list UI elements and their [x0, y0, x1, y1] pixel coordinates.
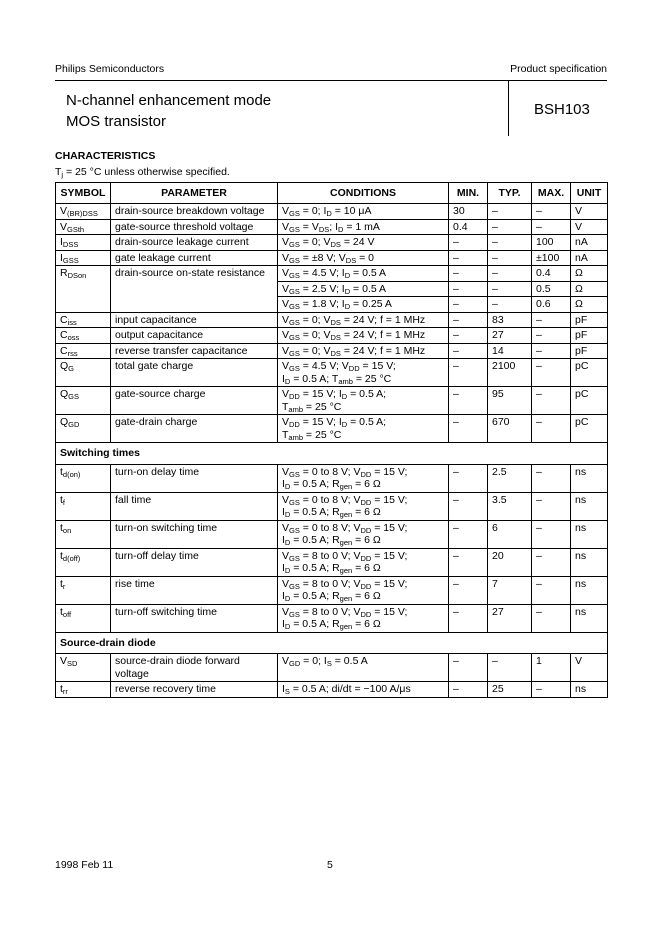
cell-unit: V	[571, 654, 608, 682]
cell-parameter: drain-source on-state resistance	[111, 266, 278, 282]
symbol-letter: t	[60, 549, 63, 562]
symbol-subscript: SD	[67, 659, 78, 668]
symbol-subscript: DSon	[67, 271, 87, 280]
title-line-2: MOS transistor	[66, 113, 167, 130]
cell-parameter	[111, 297, 278, 313]
cell-typ: 670	[488, 415, 532, 443]
cell-unit: V	[571, 219, 608, 235]
cell-parameter: turn-off delay time	[111, 548, 278, 576]
cell-conditions: $I_S = 0.5$ A; di/dt = −100 A/μs	[278, 682, 449, 698]
table-row	[56, 464, 608, 492]
cell-parameter	[111, 281, 278, 297]
table-row	[56, 343, 608, 359]
cell-conditions: $V_{GS} = 1.8$ V; $I_D = 0.25$ A	[278, 297, 449, 313]
table-row	[56, 266, 608, 282]
cell-min: –	[449, 343, 488, 359]
cell-parameter: source-drain diode forward voltage	[111, 654, 278, 682]
characteristics-table	[55, 182, 608, 698]
section-note	[55, 166, 230, 178]
cell-typ: 27	[488, 604, 532, 632]
cell-min: –	[449, 328, 488, 344]
page-number: 5	[327, 859, 333, 871]
symbol-subscript: on	[62, 525, 72, 535]
symbol-subscript: rss	[67, 348, 78, 358]
cell-symbol	[56, 576, 111, 604]
cell-min: –	[449, 387, 488, 415]
symbol-letter: t	[60, 683, 63, 695]
cell-unit: ns	[571, 520, 608, 548]
cell-max: –	[532, 219, 571, 235]
cell-symbol	[56, 415, 111, 443]
cell-min: –	[449, 548, 488, 576]
cell-max: ±100	[532, 250, 571, 266]
cell-max: 0.4	[532, 266, 571, 282]
cell-max: 1	[532, 654, 571, 682]
symbol-subscript: r	[62, 581, 66, 591]
cell-symbol	[56, 204, 111, 220]
cell-typ: –	[488, 250, 532, 266]
cell-parameter: reverse recovery time	[111, 682, 278, 698]
cell-unit: pF	[571, 328, 608, 344]
cell-parameter: fall time	[111, 492, 278, 520]
table-row	[56, 297, 608, 313]
col-header-conditions: CONDITIONS	[278, 183, 449, 204]
table-row	[56, 328, 608, 344]
cell-unit: ns	[571, 576, 608, 604]
symbol-letter: I	[60, 236, 63, 248]
symbol-letter: C	[60, 344, 68, 357]
table-header-row	[56, 183, 608, 204]
cell-max: –	[532, 464, 571, 492]
table-row	[56, 576, 608, 604]
symbol-subscript: (BR)DSS	[67, 209, 98, 218]
section-row	[56, 443, 608, 465]
header-divider	[508, 80, 509, 136]
cell-symbol	[56, 492, 111, 520]
cell-typ: 2.5	[488, 464, 532, 492]
cell-parameter: gate-drain charge	[111, 415, 278, 443]
cell-parameter: drain-source breakdown voltage	[111, 204, 278, 220]
cell-max: –	[532, 415, 571, 443]
cell-typ: 27	[488, 328, 532, 344]
cell-conditions: $V_{GS} = 0$ to 8 V; $V_{DD} = 15$ V; $I_D = 0.5$ A; $R_{gen} = 6$ Ω	[278, 464, 449, 492]
cell-conditions: $V_{GS} = V_{DS}$; $I_D = 1$ mA	[278, 219, 449, 235]
cell-typ: –	[488, 204, 532, 220]
cell-typ: 95	[488, 387, 532, 415]
cell-unit: V	[571, 204, 608, 220]
symbol-subscript: d(off)	[62, 553, 81, 563]
cell-max: –	[532, 604, 571, 632]
cell-symbol	[56, 359, 111, 387]
cell-conditions: $V_{GS} = 0$; $I_D = 10$ μA	[278, 204, 449, 220]
cell-max: –	[532, 548, 571, 576]
cell-min: –	[449, 415, 488, 443]
cell-unit: ns	[571, 548, 608, 576]
header-rule	[55, 80, 607, 81]
cell-typ: 2100	[488, 359, 532, 387]
symbol-subscript: GSS	[62, 255, 79, 265]
cell-min: –	[449, 492, 488, 520]
cell-conditions: $V_{GS} = 2.5$ V; $I_D = 0.5$ A	[278, 281, 449, 297]
cell-typ: 7	[488, 576, 532, 604]
symbol-subscript: off	[62, 609, 72, 619]
document-type: Product specification	[510, 63, 607, 75]
table-row	[56, 654, 608, 682]
cell-max: –	[532, 328, 571, 344]
cell-unit: ns	[571, 604, 608, 632]
cell-conditions: $V_{GS} = 0$ to 8 V; $V_{DD} = 15$ V; $I_D = 0.5$ A; $R_{gen} = 6$ Ω	[278, 520, 449, 548]
cell-min: –	[449, 520, 488, 548]
cell-symbol	[56, 343, 111, 359]
cell-conditions: $V_{GD} = 0$; $I_S = 0.5$ A	[278, 654, 449, 682]
symbol-subscript: d(on)	[62, 469, 81, 479]
symbol-letter: t	[60, 605, 63, 618]
symbol-subscript: oss	[67, 333, 80, 342]
table-row	[56, 219, 608, 235]
cell-parameter: drain-source leakage current	[111, 235, 278, 251]
cell-parameter: output capacitance	[111, 328, 278, 344]
cell-typ: –	[488, 235, 532, 251]
symbol-letter: V	[60, 205, 68, 217]
symbol-letter: t	[60, 465, 63, 478]
cell-conditions: $V_{GS} = 0$; $V_{DS} = 24$ V; f = 1 MHz	[278, 328, 449, 344]
cell-typ: –	[488, 281, 532, 297]
col-header-max: MAX.	[532, 183, 571, 204]
cell-conditions: $V_{GS} = 0$; $V_{DS} = 24$ V; f = 1 MHz	[278, 312, 449, 328]
cell-symbol	[56, 682, 111, 698]
cell-symbol	[56, 235, 111, 251]
cell-unit: nA	[571, 250, 608, 266]
symbol-subscript: rr	[62, 687, 68, 696]
cell-max: 100	[532, 235, 571, 251]
cell-unit: Ω	[571, 281, 608, 297]
note-symbol: T	[55, 166, 62, 178]
cell-max: 0.5	[532, 281, 571, 297]
symbol-subscript: iss	[67, 317, 77, 327]
cell-min: –	[449, 654, 488, 682]
symbol-letter: V	[60, 220, 68, 233]
cell-parameter: rise time	[111, 576, 278, 604]
cell-max: –	[532, 520, 571, 548]
symbol-letter: Q	[60, 388, 69, 400]
cell-symbol	[56, 312, 111, 328]
cell-symbol	[56, 297, 111, 313]
cell-typ: 20	[488, 548, 532, 576]
cell-typ: 6	[488, 520, 532, 548]
section-row	[56, 632, 608, 654]
cell-min: –	[449, 297, 488, 313]
cell-symbol	[56, 266, 111, 282]
cell-conditions: $V_{GS} = 8$ to 0 V; $V_{DD} = 15$ V; $I_D = 0.5$ A; $R_{gen} = 6$ Ω	[278, 548, 449, 576]
cell-typ: 83	[488, 312, 532, 328]
cell-conditions: $V_{DD} = 15$ V; $I_D = 0.5$ A; $T_{amb} = 25$ °C	[278, 387, 449, 415]
symbol-subscript: DSS	[62, 240, 79, 249]
cell-unit: pC	[571, 359, 608, 387]
cell-max: –	[532, 312, 571, 328]
symbol-subscript: G	[68, 364, 75, 373]
cell-min: –	[449, 250, 488, 266]
cell-min: –	[449, 266, 488, 282]
symbol-letter: I	[60, 251, 63, 264]
col-header-typ: TYP.	[488, 183, 532, 204]
cell-typ: 14	[488, 343, 532, 359]
cell-max: –	[532, 387, 571, 415]
table-row	[56, 520, 608, 548]
symbol-letter: Q	[60, 416, 69, 428]
cell-unit: pC	[571, 387, 608, 415]
footer-date: 1998 Feb 11	[55, 859, 114, 871]
cell-symbol	[56, 387, 111, 415]
cell-unit: Ω	[571, 297, 608, 313]
cell-parameter: input capacitance	[111, 312, 278, 328]
company-name: Philips Semiconductors	[55, 63, 165, 75]
cell-parameter: total gate charge	[111, 359, 278, 387]
table-row	[56, 604, 608, 632]
cell-symbol	[56, 520, 111, 548]
cell-conditions: $V_{GS} = 0$; $V_{DS} = 24$ V	[278, 235, 449, 251]
cell-typ: –	[488, 654, 532, 682]
cell-min: –	[449, 682, 488, 698]
cell-max: –	[532, 343, 571, 359]
cell-conditions: $V_{GS} = \pm 8$ V; $V_{DS} = 0$	[278, 250, 449, 266]
document-title	[66, 90, 271, 132]
cell-conditions: $V_{GS} = 4.5$ V; $I_D = 0.5$ A	[278, 266, 449, 282]
cell-parameter: gate-source charge	[111, 387, 278, 415]
cell-typ: 3.5	[488, 492, 532, 520]
note-subscript: j	[61, 170, 64, 179]
table-row	[56, 312, 608, 328]
cell-typ: 25	[488, 682, 532, 698]
table-row	[56, 492, 608, 520]
cell-parameter: reverse transfer capacitance	[111, 343, 278, 359]
cell-unit: Ω	[571, 266, 608, 282]
cell-typ: –	[488, 219, 532, 235]
cell-min: 30	[449, 204, 488, 220]
table-row	[56, 415, 608, 443]
table-row	[56, 548, 608, 576]
symbol-letter: t	[60, 521, 63, 534]
cell-min: –	[449, 281, 488, 297]
cell-conditions: $V_{GS} = 8$ to 0 V; $V_{DD} = 15$ V; $I_D = 0.5$ A; $R_{gen} = 6$ Ω	[278, 576, 449, 604]
cell-symbol	[56, 604, 111, 632]
section-heading: Switching times	[56, 443, 608, 465]
symbol-subscript: GS	[68, 392, 80, 401]
symbol-letter: Q	[60, 360, 69, 372]
cell-max: –	[532, 576, 571, 604]
cell-symbol	[56, 219, 111, 235]
cell-unit: pF	[571, 343, 608, 359]
cell-symbol	[56, 250, 111, 266]
symbol-subscript: f	[62, 497, 66, 507]
cell-unit: ns	[571, 464, 608, 492]
part-number: BSH103	[534, 101, 590, 118]
title-line-1: N-channel enhancement mode	[66, 92, 272, 109]
cell-typ: –	[488, 266, 532, 282]
table-row	[56, 359, 608, 387]
cell-unit: ns	[571, 682, 608, 698]
section-title: CHARACTERISTICS	[55, 150, 156, 162]
cell-max: –	[532, 682, 571, 698]
cell-min: –	[449, 312, 488, 328]
cell-conditions: $V_{DD} = 15$ V; $I_D = 0.5$ A; $T_{amb} = 25$ °C	[278, 415, 449, 443]
cell-symbol	[56, 464, 111, 492]
cell-symbol	[56, 654, 111, 682]
symbol-subscript: GSth	[67, 224, 85, 234]
cell-conditions: $V_{GS} = 0$; $V_{DS} = 24$ V; f = 1 MHz	[278, 343, 449, 359]
cell-parameter: gate-source threshold voltage	[111, 219, 278, 235]
cell-symbol	[56, 548, 111, 576]
cell-symbol	[56, 281, 111, 297]
cell-unit: pC	[571, 415, 608, 443]
cell-max: –	[532, 492, 571, 520]
cell-parameter: turn-on switching time	[111, 520, 278, 548]
cell-max: –	[532, 204, 571, 220]
table-row	[56, 281, 608, 297]
cell-unit: nA	[571, 235, 608, 251]
cell-max: –	[532, 359, 571, 387]
table-row	[56, 387, 608, 415]
symbol-letter: R	[60, 267, 68, 279]
symbol-letter: C	[60, 313, 68, 326]
cell-min: –	[449, 576, 488, 604]
col-header-symbol: SYMBOL	[56, 183, 111, 204]
note-text: = 25 °C unless otherwise specified.	[63, 166, 230, 178]
col-header-min: MIN.	[449, 183, 488, 204]
cell-min: –	[449, 464, 488, 492]
cell-parameter: turn-on delay time	[111, 464, 278, 492]
table-row	[56, 235, 608, 251]
symbol-letter: C	[60, 329, 68, 341]
cell-min: –	[449, 359, 488, 387]
cell-unit: ns	[571, 492, 608, 520]
cell-min: 0.4	[449, 219, 488, 235]
cell-conditions: $V_{GS} = 4.5$ V; $V_{DD} = 15$ V; $I_D = 0.5$ A; $T_{amb} = 25$ °C	[278, 359, 449, 387]
cell-unit: pF	[571, 312, 608, 328]
cell-min: –	[449, 235, 488, 251]
cell-parameter: turn-off switching time	[111, 604, 278, 632]
col-header-unit: UNIT	[571, 183, 608, 204]
table-row	[56, 682, 608, 698]
cell-parameter: gate leakage current	[111, 250, 278, 266]
symbol-letter: V	[60, 655, 68, 667]
col-header-parameter: PARAMETER	[111, 183, 278, 204]
cell-conditions: $V_{GS} = 0$ to 8 V; $V_{DD} = 15$ V; $I_D = 0.5$ A; $R_{gen} = 6$ Ω	[278, 492, 449, 520]
cell-max: 0.6	[532, 297, 571, 313]
cell-min: –	[449, 604, 488, 632]
symbol-letter: t	[60, 577, 63, 590]
symbol-subscript: GD	[68, 420, 80, 429]
table-row	[56, 204, 608, 220]
cell-conditions: $V_{GS} = 8$ to 0 V; $V_{DD} = 15$ V; $I_D = 0.5$ A; $R_{gen} = 6$ Ω	[278, 604, 449, 632]
cell-symbol	[56, 328, 111, 344]
section-heading: Source-drain diode	[56, 632, 608, 654]
cell-typ: –	[488, 297, 532, 313]
table-row	[56, 250, 608, 266]
symbol-letter: t	[60, 493, 63, 506]
